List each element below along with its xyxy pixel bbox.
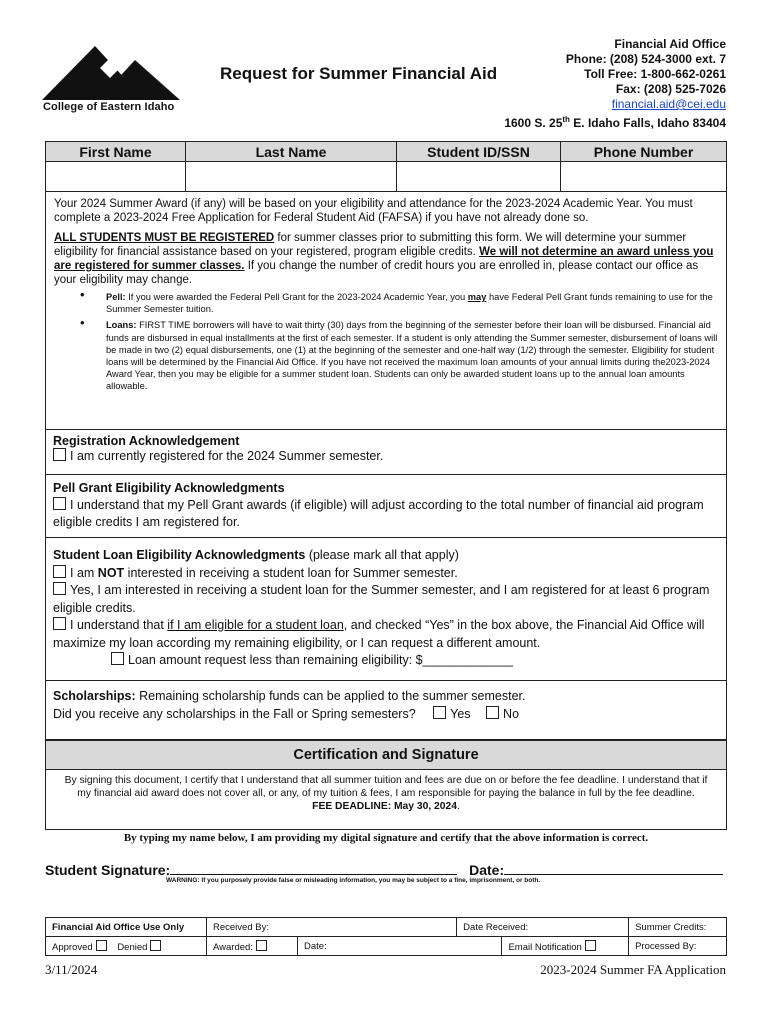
- student-info-table: [45, 141, 727, 192]
- registration-paragraph: ALL STUDENTS MUST BE REGISTERED for summer classes prior to submitting this form. We will determine your summer eligibility for financial assistance based on your registered, program eligible credits. We will not determine an award unless you are registered for summer classes. If you change the number of credit hours you are enrolled in, please contact our office as your eligibility may change.: [54, 232, 714, 286]
- approval-row: [46, 937, 207, 956]
- loans-bullet: • Loans: FIRST TIME borrowers will have to wait thirty (30) days from the beginning of the semester before their loan will be disbursed. Financial aid funds are disbursed in equal installments at the first of each semester. If a student is only attending the Summer semester, disbursement of loans will be made in two (2) equal disbursements, one (1) at the beginning of the semester and one-half way (1/2) through the semester. Eligibility for student loans will be determined by the Financial Aid Office. If you have not received the maximum loan amounts of your annual limits during the2023-2024 Award Year, then you may be eligible for a summer student loan. Students can only be awarded student loans up to the annual loan amounts allowable.: [54, 319, 718, 392]
- pell-title: Pell Grant Eligibility Acknowledgments: [53, 481, 285, 495]
- approved-checkbox[interactable]: [96, 940, 107, 951]
- email-notification-checkbox[interactable]: [585, 940, 596, 951]
- office-address: 1600 S. 25th E. Idaho Falls, Idaho 83404: [504, 115, 726, 130]
- loan-maximize-checkbox[interactable]: [53, 617, 66, 630]
- scholarships-text: Scholarships: Remaining scholarship funds can be applied to the summer semester.: [53, 689, 526, 703]
- first-name-header: First Name: [46, 142, 186, 162]
- received-by-field[interactable]: Received By:: [207, 918, 457, 937]
- office-email-link[interactable]: financial.aid@cei.edu: [611, 97, 726, 111]
- loan-section: [45, 538, 727, 681]
- scholarships-question: Did you receive any scholarships in the Fall or Spring semesters?: [53, 706, 416, 721]
- office-use-label: Financial Aid Office Use Only: [46, 918, 207, 937]
- footer-date: 3/11/2024: [45, 962, 98, 977]
- email-notification-field: Email Notification: [502, 937, 629, 956]
- registration-checkbox[interactable]: [53, 448, 66, 461]
- student-signature-label: Student Signature:: [45, 862, 171, 878]
- certification-title: Certification and Signature: [46, 741, 726, 770]
- denied-label: Denied: [117, 941, 148, 953]
- signature-date-field[interactable]: [504, 860, 723, 875]
- loan-amount-checkbox[interactable]: [111, 652, 124, 665]
- scholarships-no-checkbox[interactable]: [486, 706, 499, 719]
- last-name-field[interactable]: [186, 162, 397, 192]
- scholarships-yes-label: Yes: [450, 706, 471, 721]
- registration-section: [45, 430, 727, 475]
- summer-credits-field[interactable]: Summer Credits:: [629, 918, 727, 937]
- office-use-table: [45, 917, 727, 956]
- footer-form-name: 2023-2024 Summer FA Application: [540, 962, 726, 977]
- denied-checkbox[interactable]: [150, 940, 161, 951]
- warning-text: WARNING: If you purposely provide false or misleading information, you may be subject to a fine, imprisonment, or both.: [166, 877, 541, 884]
- office-tollfree: Toll Free: 1-800-662-0261: [584, 67, 726, 81]
- phone-number-header: Phone Number: [561, 142, 727, 162]
- last-name-header: Last Name: [186, 142, 397, 162]
- pell-item: I understand that my Pell Grant awards (if eligible) will adjust according to the total number of financial aid program eligible credits I am registered for.: [53, 498, 704, 529]
- awarded-checkbox[interactable]: [256, 940, 267, 951]
- student-id-header: Student ID/SSN: [397, 142, 561, 162]
- logo-text: College of Eastern Idaho: [43, 101, 175, 113]
- certification-text: By signing this document, I certify that I understand that all summer tuition and fees are due on or before the fee deadline. I understand that if my financial aid award does not cover all, or any, of my tuition & fees, I am responsible for paying the balance in full by the fee deadline.: [64, 775, 708, 799]
- date-label: Date:: [469, 862, 505, 878]
- intro-paragraph: Your 2024 Summer Award (if any) will be based on your eligibility and attendance for the 2023-2024 Academic Year. You must complete a 2023-2024 Free Application for Federal Student Aid (FAFSA) if you have not already done so.: [54, 198, 693, 224]
- scholarships-section: [45, 681, 727, 740]
- first-name-field[interactable]: [46, 162, 186, 192]
- signature-line: [45, 860, 723, 878]
- loan-option-maximize: I understand that if I am eligible for a student loan, and checked “Yes” in the box above, the Financial Aid Office will maximize my loan according my remaining eligibility, or I can request a different amount.: [53, 618, 705, 650]
- office-name: Financial Aid Office: [614, 37, 726, 51]
- pell-checkbox[interactable]: [53, 497, 66, 510]
- pell-section: [45, 475, 727, 538]
- approved-label: Approved: [52, 941, 93, 953]
- student-signature-field[interactable]: [170, 860, 457, 875]
- office-date-field[interactable]: Date:: [298, 937, 502, 956]
- office-fax: Fax: (208) 525-7026: [615, 82, 726, 96]
- fee-deadline: FEE DEADLINE: May 30, 2024.: [312, 801, 460, 812]
- loan-title: Student Loan Eligibility Acknowledgments (please mark all that apply): [53, 548, 459, 562]
- date-received-field[interactable]: Date Received:: [457, 918, 629, 937]
- student-id-field[interactable]: [397, 162, 561, 192]
- pell-bullet: • Pell: If you were awarded the Federal Pell Grant for the 2023-2024 Academic Year, you may have Federal Pell Grant funds remaining to use for the Summer Semester tuition.: [54, 291, 718, 315]
- loan-interested-checkbox[interactable]: [53, 582, 66, 595]
- intro-section: [45, 189, 727, 430]
- phone-number-field[interactable]: [561, 162, 727, 192]
- digital-signature-note: By typing my name below, I am providing my digital signature and certify that the above information is correct.: [123, 832, 649, 844]
- page-title: Request for Summer Financial Aid: [220, 64, 498, 83]
- processed-by-field[interactable]: Processed By:: [629, 937, 727, 956]
- scholarships-yes-checkbox[interactable]: [433, 706, 446, 719]
- loan-not-interested-checkbox[interactable]: [53, 565, 66, 578]
- loan-option-interested: Yes, I am interested in receiving a student loan for the Summer semester, and I am registered for at least 6 program eligible credits.: [53, 583, 710, 615]
- awarded-field: Awarded:: [207, 937, 298, 956]
- loan-option-not-interested: I am NOT interested in receiving a student loan for Summer semester.: [70, 565, 458, 580]
- college-logo-icon: [40, 38, 190, 102]
- scholarships-no-label: No: [503, 706, 520, 721]
- registration-title: Registration Acknowledgement: [53, 434, 240, 448]
- office-phone: Phone: (208) 524-3000 ext. 7: [565, 52, 726, 66]
- contact-block: [504, 37, 726, 131]
- certification-section: [45, 740, 727, 830]
- aid-type-list: [54, 291, 718, 393]
- registration-item: I am currently registered for the 2024 Summer semester.: [70, 449, 384, 463]
- loan-amount-request: Loan amount request less than remaining eligibility: $_____________: [128, 653, 513, 667]
